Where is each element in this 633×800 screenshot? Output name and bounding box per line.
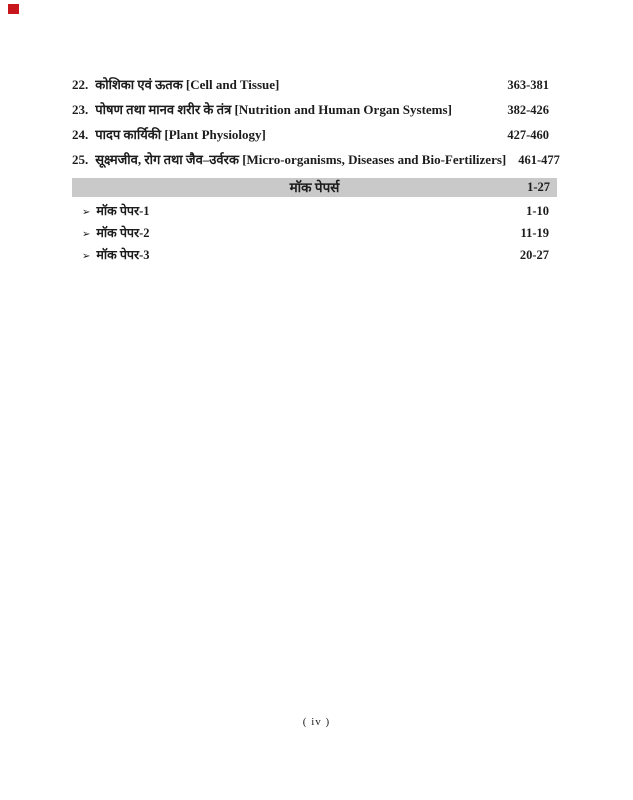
list-item: [82, 249, 549, 263]
footer-page-number: ( iv ): [302, 716, 331, 728]
arrowhead-bullet-icon: ➢: [82, 251, 91, 262]
list-item: [82, 227, 549, 241]
mock-paper-page-range: 1-10: [526, 204, 549, 218]
table-row: [72, 152, 560, 168]
chapter-page-range: 427-460: [507, 128, 549, 142]
section-banner-page-range: 1-27: [527, 180, 550, 194]
chapter-title: पादप कार्यिकी [Plant Physiology]: [95, 127, 266, 142]
mock-paper-label: मॉक पेपर-3: [96, 248, 150, 262]
mock-paper-page-range: 20-27: [519, 248, 549, 262]
arrowhead-bullet-icon: ➢: [82, 229, 91, 240]
mock-paper-list: [82, 200, 549, 271]
chapter-number: 22.: [72, 77, 89, 92]
chapter-title: कोशिका एवं ऊतक [Cell and Tissue]: [95, 77, 280, 92]
mock-paper-label: मॉक पेपर-1: [96, 204, 150, 218]
chapter-list: [72, 70, 560, 177]
arrowhead-bullet-icon: ➢: [82, 207, 91, 218]
chapter-page-range: 461-477: [518, 153, 560, 167]
mock-papers-section-banner: [72, 178, 557, 197]
chapter-number: 23.: [72, 102, 89, 117]
mock-paper-label: मॉक पेपर-2: [96, 226, 150, 240]
chapter-number: 25.: [72, 152, 89, 167]
chapter-page-range: 363-381: [507, 78, 549, 92]
table-row: [72, 102, 549, 118]
chapter-title: सूक्ष्मजीव, रोग तथा जैव–उर्वरक [Micro-organisms, Diseases and Bio-Fertilizers]: [95, 152, 507, 167]
table-row: [72, 77, 549, 93]
chapter-title: पोषण तथा मानव शरीर के तंत्र [Nutrition and Human Organ Systems]: [95, 102, 452, 117]
section-banner-title: मॉक पेपर्स: [289, 180, 340, 195]
mock-paper-page-range: 11-19: [520, 226, 549, 240]
red-corner-marker: [8, 4, 19, 14]
list-item: [82, 205, 549, 219]
chapter-page-range: 382-426: [507, 103, 549, 117]
table-row: [72, 127, 549, 143]
chapter-number: 24.: [72, 127, 89, 142]
